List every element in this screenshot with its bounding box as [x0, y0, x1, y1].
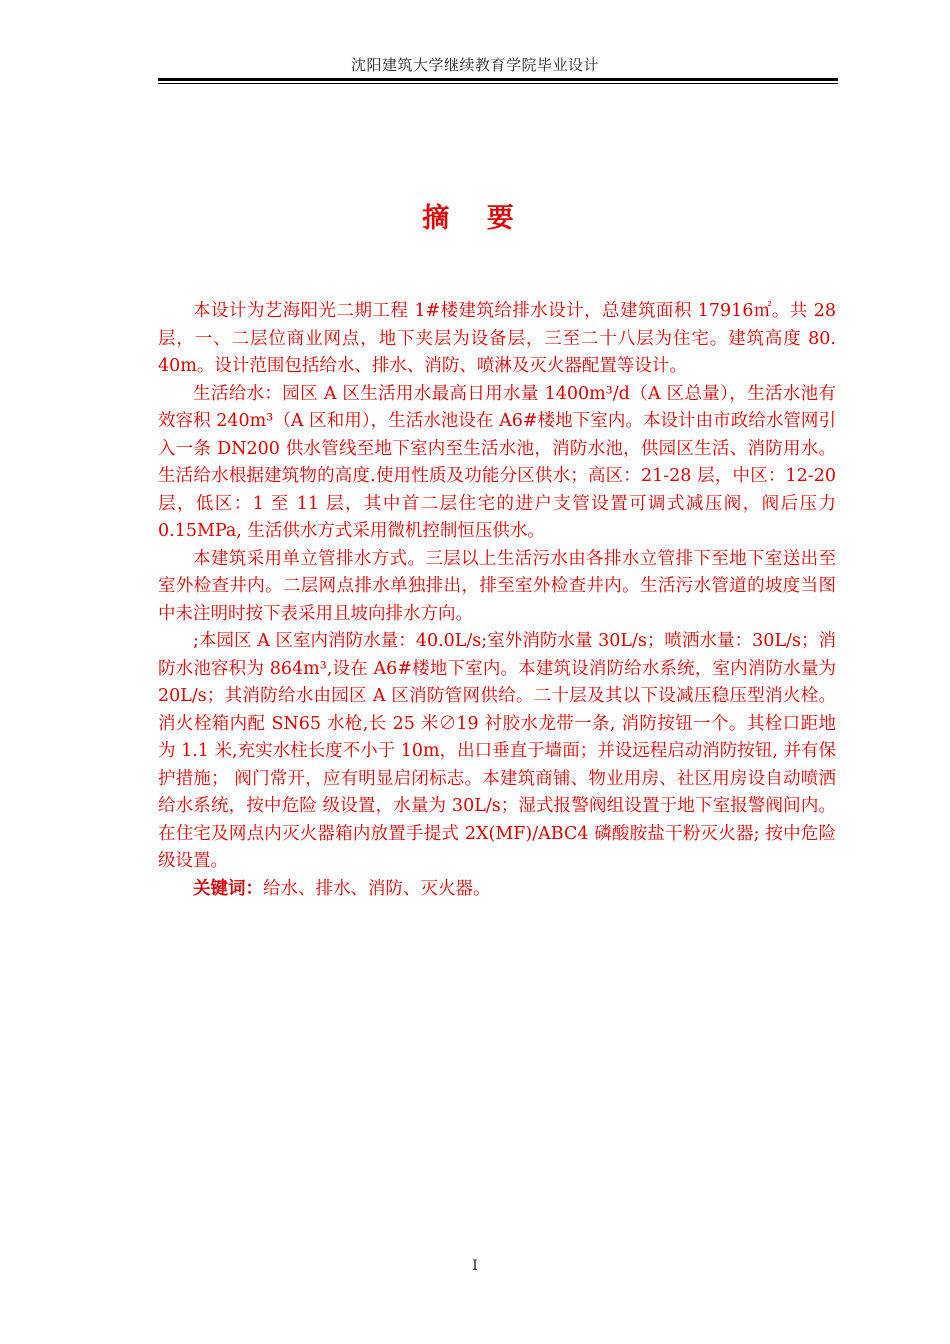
- paragraph-drainage: 本建筑采用单立管排水方式。三层以上生活污水由各排水立管排下至地下室送出至室外检查井内。二层网点排水单独排出，排至室外检查井内。生活污水管道的坡度当图中未注明时按下表采用且坡向排水方向。: [158, 548, 836, 624]
- abstract-body: [158, 298, 836, 903]
- keywords-text: 给水、排水、消防、灭火器。: [263, 878, 491, 899]
- header-rule-thick: [158, 78, 838, 81]
- running-header: 沈阳建筑大学继续教育学院毕业设计: [350, 56, 599, 74]
- header-rule-thin: [158, 83, 838, 84]
- paragraph-water-supply: 生活给水：园区 A 区生活用水最高日用水量 1400m³/d（A 区总量），生活水池有效容积 240m³（A 区和用），生活水池设在 A6#楼地下室内。本设计由市政给水管网引入一条 DN200 供水管线至地下室内至生活水池，消防水池，供园区生活、消防用水。生活给水根据建筑物的高度.使用性质及功能分区供水；高区：21-28 层，中区：12-20 层，低区：1 至 11 层，其中首二层住宅的进户支管设置可调式减压阀，阀后压力 0.15MPa, 生活供水方式采用微机控制恒压供水。: [158, 383, 836, 541]
- abstract-title: 摘 要: [422, 203, 528, 234]
- keywords-label: 关键词：: [193, 878, 263, 899]
- keywords-line: [158, 876, 836, 904]
- paragraph-fire-protection: ;本园区 A 区室内消防水量：40.0L/s;室外消防水量 30L/s；喷洒水量：30L/s；消防水池容积为 864m³,设在 A6#楼地下室内。本建筑设消防给水系统，室内消防水量为 20L/s；其消防给水由园区 A 区消防管网供给。二十层及其以下设减压稳压型消火栓。消火栓箱内配 SN65 水枪,长 25 米∅19 衬胶水龙带一条, 消防按钮一个。其栓口距地为 1.1 米,充实水柱长度不小于 10m，出口垂直于墙面；并设远程启动消防按钮, 并有保护措施； 阀门常开，应有明显启闭标志。本建筑商铺、物业用房、社区用房设自动喷洒给水系统，按中危险 级设置，水量为 30L/s；湿式报警阀组设置于地下室报警阀间内。在住宅及网点内灭火器箱内放置手提式 2X(MF)/ABC4 磷酸胺盐干粉灭火器; 按中危险级设置。: [158, 631, 836, 871]
- paragraph-overview: 本设计为艺海阳光二期工程 1#楼建筑给排水设计，总建筑面积 17916㎡。共 28 层，一、二层位商业网点，地下夹层为设备层，三至二十八层为住宅。建筑高度 80. 40m。设计范围包括给水、排水、消防、喷淋及灭火器配置等设计。: [158, 301, 836, 376]
- page-number: I: [472, 1258, 478, 1274]
